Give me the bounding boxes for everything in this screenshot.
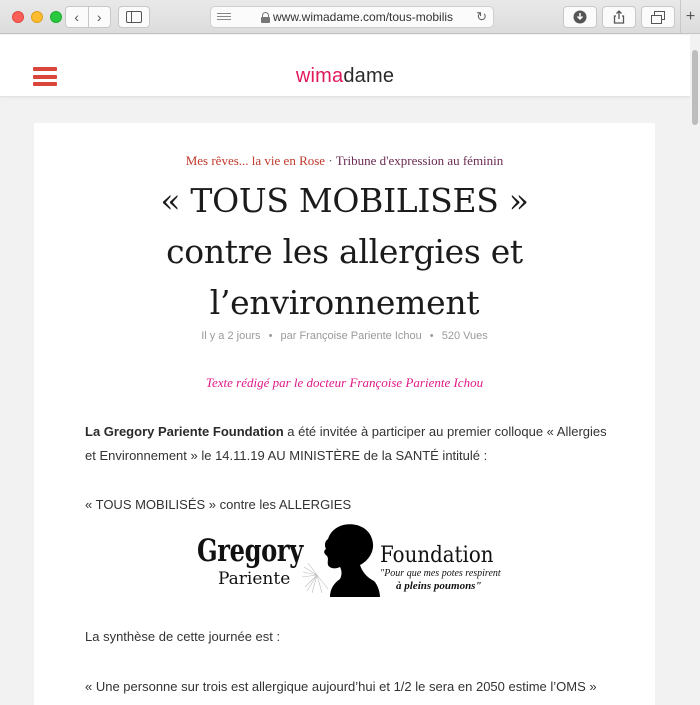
- article-categories: [34, 153, 655, 169]
- browser-toolbar: [0, 0, 700, 34]
- new-tab-button[interactable]: +: [680, 0, 700, 34]
- paragraph-synthese: La synthèse de cette journée est :: [85, 629, 281, 644]
- category-link-reves[interactable]: Mes rêves... la vie en Rose: [185, 153, 326, 168]
- forward-icon[interactable]: ›: [88, 7, 111, 27]
- article-intro: Texte rédigé par le docteur Françoise Pariente Ichou: [205, 375, 484, 390]
- downloads-button[interactable]: [563, 6, 597, 28]
- reload-icon[interactable]: ↻: [476, 9, 487, 24]
- zoom-window-button[interactable]: [50, 11, 62, 23]
- logo-pink-part: wima: [295, 65, 344, 87]
- share-icon: [613, 10, 625, 24]
- paragraph-tous-mobilises: « TOUS MOBILISÉS » contre les ALLERGIES: [85, 497, 352, 512]
- title-line-2: contre les allergies et: [166, 232, 523, 271]
- article-meta: [34, 330, 655, 342]
- share-button[interactable]: [602, 6, 636, 28]
- site-header: [0, 35, 690, 97]
- meta-views: 520 Vues: [441, 330, 488, 342]
- scrollbar-thumb[interactable]: [692, 50, 698, 125]
- logo-tagline-2: à pleins poumons": [396, 580, 482, 592]
- foundation-name: La Gregory Pariente Foundation: [85, 424, 284, 439]
- url-text[interactable]: www.wimadame.com/tous-mobilis: [273, 10, 454, 24]
- paragraph-invitation: [85, 420, 615, 468]
- article-title: [34, 175, 655, 328]
- lock-icon: [261, 12, 270, 23]
- title-line-1: « TOUS MOBILISES »: [160, 181, 529, 220]
- category-link-tribune[interactable]: Tribune d'expression au féminin: [335, 153, 504, 168]
- sidebar-toggle-button[interactable]: [118, 6, 150, 28]
- logo-word-gregory: Gregory: [197, 533, 303, 569]
- foundation-logo: [194, 521, 501, 601]
- nav-buttons: [65, 6, 111, 28]
- close-window-button[interactable]: [12, 11, 24, 23]
- page-scrollbar[interactable]: [690, 35, 700, 705]
- logo-word-pariente: Pariente: [218, 569, 291, 589]
- tabs-icon: [651, 11, 665, 24]
- download-icon: [573, 10, 587, 24]
- logo-word-foundation: Foundation: [380, 543, 494, 568]
- article-card: [34, 123, 655, 705]
- minimize-window-button[interactable]: [31, 11, 43, 23]
- site-logo[interactable]: [0, 65, 690, 88]
- logo-tagline-1: "Pour que mes potes respirent: [380, 568, 501, 579]
- child-silhouette-icon: [302, 523, 380, 597]
- logo-dark-part: dame: [343, 65, 395, 87]
- title-line-3: l’environnement: [209, 283, 480, 322]
- address-bar[interactable]: [210, 6, 494, 28]
- category-separator: ·: [328, 153, 333, 168]
- paragraph-quote-oms: « Une personne sur trois est allergique aujourd’hui et 1/2 le sera en 2050 estime l’OMS »: [85, 679, 597, 694]
- meta-separator: •: [268, 330, 273, 342]
- sidebar-icon: [126, 11, 142, 23]
- back-icon[interactable]: ‹: [74, 9, 80, 25]
- tabs-button[interactable]: [641, 6, 675, 28]
- meta-time: Il y a 2 jours: [201, 330, 261, 342]
- reader-icon[interactable]: [217, 13, 231, 23]
- meta-author[interactable]: par Françoise Pariente Ichou: [280, 330, 422, 342]
- meta-separator: •: [429, 330, 434, 342]
- paragraph-invitation-text: a été invitée à participer au premier colloque « Allergies et Environnement » le 14.11.19 AU MINISTÈRE de la SANTÉ intitulé :: [85, 424, 607, 463]
